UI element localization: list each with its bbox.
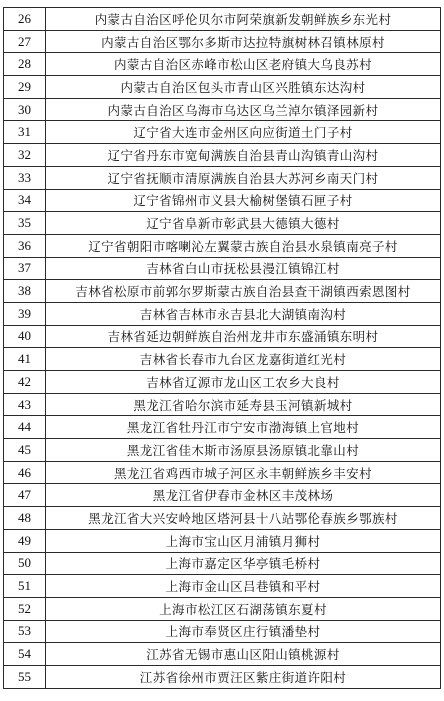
table-row — [4, 529, 441, 552]
village-name: 辽宁省抚顺市清原满族自治县大苏河乡南天门村 — [46, 166, 441, 189]
row-number: 44 — [4, 416, 46, 439]
table-row — [4, 484, 441, 507]
row-number: 32 — [4, 144, 46, 167]
table-row — [4, 302, 441, 325]
table-row — [4, 393, 441, 416]
village-name: 内蒙古自治区包头市青山区兴胜镇东达沟村 — [46, 76, 441, 99]
row-number: 39 — [4, 302, 46, 325]
table-row — [4, 53, 441, 76]
row-number: 26 — [4, 8, 46, 31]
row-number: 38 — [4, 280, 46, 303]
row-number: 30 — [4, 98, 46, 121]
table-row — [4, 8, 441, 31]
row-number: 27 — [4, 30, 46, 53]
table-row — [4, 121, 441, 144]
row-number: 40 — [4, 325, 46, 348]
village-name: 吉林省白山市抚松县漫江镇锦江村 — [46, 257, 441, 280]
table-row — [4, 76, 441, 99]
village-name: 黑龙江省佳木斯市汤原县汤原镇北靠山村 — [46, 439, 441, 462]
village-name: 吉林省延边朝鲜族自治州龙井市东盛涌镇东明村 — [46, 325, 441, 348]
village-name: 江苏省徐州市贾汪区紫庄街道许阳村 — [46, 665, 441, 688]
table-row — [4, 643, 441, 666]
village-name: 内蒙古自治区赤峰市松山区老府镇大乌良苏村 — [46, 53, 441, 76]
village-name: 内蒙古自治区鄂尔多斯市达拉特旗树林召镇林原村 — [46, 30, 441, 53]
village-name: 辽宁省阜新市彰武县大德镇大德村 — [46, 212, 441, 235]
table-row — [4, 234, 441, 257]
village-name: 上海市松江区石湖荡镇东夏村 — [46, 597, 441, 620]
row-number: 35 — [4, 212, 46, 235]
village-name: 上海市嘉定区华亭镇毛桥村 — [46, 552, 441, 575]
table-row — [4, 597, 441, 620]
row-number: 31 — [4, 121, 46, 144]
row-number: 28 — [4, 53, 46, 76]
row-number: 48 — [4, 507, 46, 530]
village-name: 内蒙古自治区呼伦贝尔市阿荣旗新发朝鲜族乡东光村 — [46, 8, 441, 31]
table-row — [4, 144, 441, 167]
village-name: 辽宁省大连市金州区向应街道土门子村 — [46, 121, 441, 144]
table-row — [4, 507, 441, 530]
row-number: 50 — [4, 552, 46, 575]
row-number: 41 — [4, 348, 46, 371]
table-row — [4, 280, 441, 303]
village-list-table — [3, 7, 441, 689]
village-name: 内蒙古自治区乌海市乌达区乌兰淖尔镇泽园新村 — [46, 98, 441, 121]
table-row — [4, 98, 441, 121]
row-number: 45 — [4, 439, 46, 462]
table-row — [4, 166, 441, 189]
village-name: 黑龙江省牡丹江市宁安市渤海镇上官地村 — [46, 416, 441, 439]
row-number: 46 — [4, 461, 46, 484]
table-row — [4, 552, 441, 575]
village-name: 江苏省无锡市惠山区阳山镇桃源村 — [46, 643, 441, 666]
table-row — [4, 416, 441, 439]
row-number: 55 — [4, 665, 46, 688]
village-name: 吉林省松原市前郭尔罗斯蒙古族自治县查干湖镇西索恩图村 — [46, 280, 441, 303]
row-number: 37 — [4, 257, 46, 280]
table-row — [4, 620, 441, 643]
row-number: 34 — [4, 189, 46, 212]
row-number: 42 — [4, 371, 46, 394]
village-name: 辽宁省朝阳市喀喇沁左翼蒙古族自治县水泉镇南亮子村 — [46, 234, 441, 257]
table-row — [4, 575, 441, 598]
village-name: 上海市宝山区月浦镇月狮村 — [46, 529, 441, 552]
village-name: 吉林省辽源市龙山区工农乡大良村 — [46, 371, 441, 394]
row-number: 51 — [4, 575, 46, 598]
table-row — [4, 371, 441, 394]
row-number: 36 — [4, 234, 46, 257]
village-name: 黑龙江省大兴安岭地区塔河县十八站鄂伦春族乡鄂族村 — [46, 507, 441, 530]
row-number: 49 — [4, 529, 46, 552]
row-number: 53 — [4, 620, 46, 643]
row-number: 54 — [4, 643, 46, 666]
table-row — [4, 348, 441, 371]
row-number: 43 — [4, 393, 46, 416]
village-name: 吉林省吉林市永吉县北大湖镇南沟村 — [46, 302, 441, 325]
village-name: 黑龙江省鸡西市城子河区永丰朝鲜族乡丰安村 — [46, 461, 441, 484]
document-page — [3, 7, 440, 689]
village-name: 上海市奉贤区庄行镇潘垫村 — [46, 620, 441, 643]
row-number: 33 — [4, 166, 46, 189]
village-name: 黑龙江省哈尔滨市延寿县玉河镇新城村 — [46, 393, 441, 416]
table-row — [4, 665, 441, 688]
table-row — [4, 257, 441, 280]
table-row — [4, 189, 441, 212]
table-row — [4, 212, 441, 235]
row-number: 47 — [4, 484, 46, 507]
table-row — [4, 325, 441, 348]
village-name: 辽宁省丹东市宽甸满族自治县青山沟镇青山沟村 — [46, 144, 441, 167]
village-name: 吉林省长春市九台区龙嘉街道红光村 — [46, 348, 441, 371]
village-name: 辽宁省锦州市义县大榆树堡镇石匣子村 — [46, 189, 441, 212]
table-row — [4, 30, 441, 53]
table-row — [4, 439, 441, 462]
table-row — [4, 461, 441, 484]
village-name: 黑龙江省伊春市金林区丰茂林场 — [46, 484, 441, 507]
village-name: 上海市金山区吕巷镇和平村 — [46, 575, 441, 598]
row-number: 52 — [4, 597, 46, 620]
row-number: 29 — [4, 76, 46, 99]
table-body — [4, 8, 441, 689]
